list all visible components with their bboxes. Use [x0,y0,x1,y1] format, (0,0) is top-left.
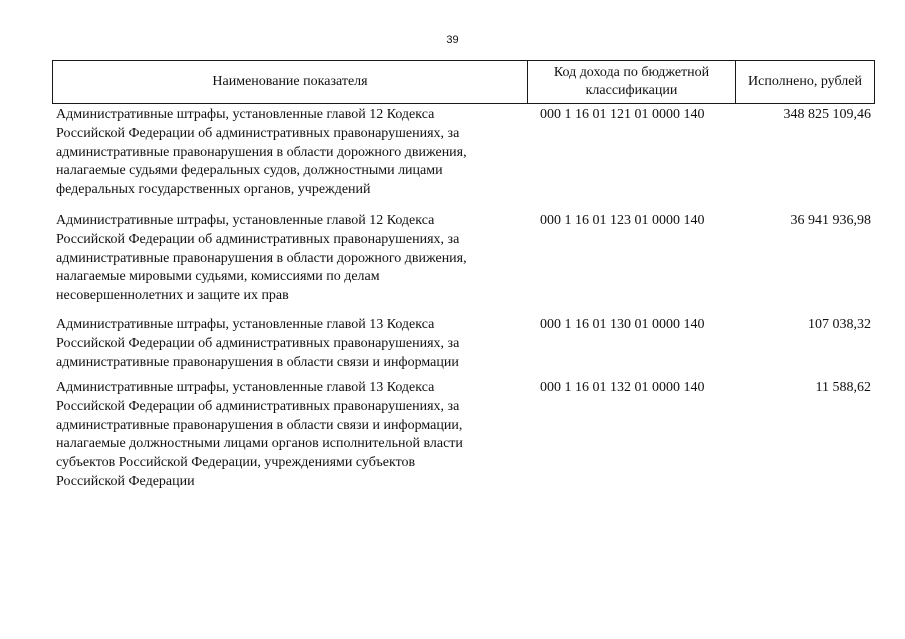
row-amount: 36 941 936,98 [790,213,871,228]
page-number: 39 [446,34,459,46]
row-amount: 348 825 109,46 [783,107,871,122]
row-name: Административные штрафы, установленные главой 13 Кодекса Российской Федерации об административных правонарушениях, за административные правонарушения в области связи и информации [56,317,460,370]
row-code: 000 1 16 01 121 01 0000 140 [540,107,705,122]
row-name: Административные штрафы, установленные главой 12 Кодекса Российской Федерации об административных правонарушениях, за административные правонарушения в области дорожного движения, налагаемые мировыми судьями, комиссиями по делам несовершеннолетних и защите их прав [56,213,467,304]
header-amount-label: Исполнено, рублей [748,74,862,89]
header-code-cell [527,61,735,103]
row-code: 000 1 16 01 123 01 0000 140 [540,213,705,228]
row-amount: 11 588,62 [815,380,871,395]
table-header [52,60,875,104]
row-name: Административные штрафы, установленные главой 13 Кодекса Российской Федерации об административных правонарушениях, за административные правонарушения в области связи и информации, налагаемые должностными лицами органов исполнительной власти субъектов Российской Федерации, учреждениями субъектов Российской Федерации [56,380,463,489]
header-name-label: Наименование показателя [212,74,368,89]
row-code: 000 1 16 01 130 01 0000 140 [540,317,705,332]
header-name-cell [53,61,527,103]
header-code-label-line2: классификации [585,83,678,98]
row-name: Административные штрафы, установленные главой 12 Кодекса Российской Федерации об административных правонарушениях, за административные правонарушения в области дорожного движения, налагаемые судьями федеральных судов, должностными лицами федеральных государственных органов, учреждений [56,107,467,198]
row-amount: 107 038,32 [808,317,871,332]
header-code-label-line1: Код дохода по бюджетной [553,65,710,80]
header-amount-cell [735,61,874,103]
row-code: 000 1 16 01 132 01 0000 140 [540,380,705,395]
